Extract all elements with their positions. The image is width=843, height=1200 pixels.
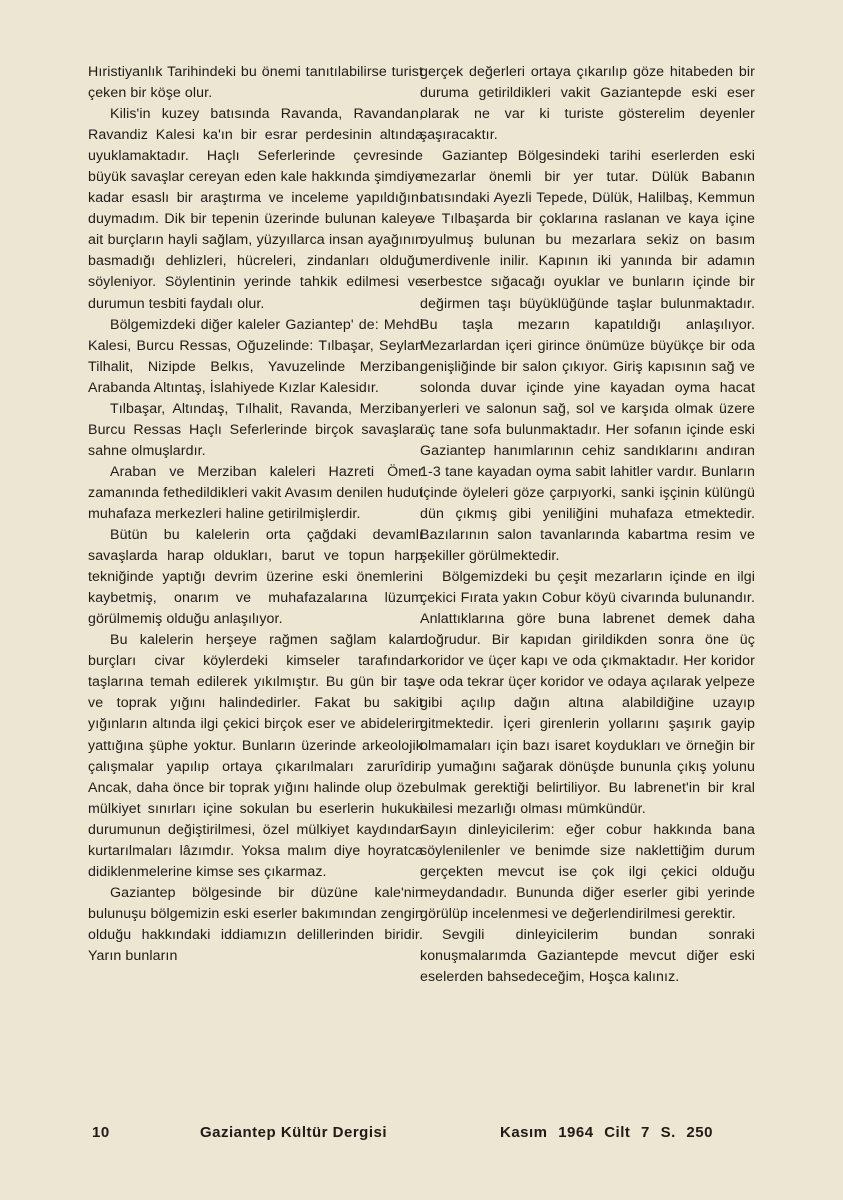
paragraph: Hıristiyanlık Tarihindeki bu önemi tanıtılabilirse turist çeken bir köşe olur. <box>88 64 423 102</box>
journal-title: Gaziantep Kültür Dergisi <box>200 1124 388 1141</box>
left-column <box>88 62 423 967</box>
paragraph: Sayın dinleyicilerim: eğer cobur hakkında bana söylenilenler ve benimde size naklettiğim durum gerçekten mevcut ise çok ilgi çekici olduğu meydandadır. Bununda diğer eserler gibi yerinde görülüp incelenmesi ve değerlendirilmesi gerektir. <box>420 821 755 922</box>
page-number: 10 <box>92 1124 110 1141</box>
paragraph: Gaziantep Bölgesindeki tarihi eserlerden eski mezarlar önemli bir yer tutar. Dülük Babanın batısındaki Ayezli Tepede, Dülük, Halilbaş, Kemmun ve Tılbaşarda bir çoklarına raslanan ve kaya içine oyulmuş bulunan bu mezarlara sekiz on basım merdivenle inilir. Kapının iki yanında bir adamın serbestce sığacağı oyuklar ve bunların içinde bir değirmen taşı büyüklüğünde taşlar bulunmaktadır. Bu taşla mezarın kapatıldığı anlaşılıyor. Mezarlardan içeri girince önümüze büyükçe bir oda genişliğinde bir salon çıkıyor. Giriş kapısının sağ ve solonda duvar içinde yine kayadan oyma hacat yerleri ve salonun sağ, sol ve karşıda olmak üzere üç tane sofa bulunmaktadır. Her sofanın içinde eski Gaziantep hanımlarının cehiz sandıklarını andıran 1-3 tane kayadan oyma sabit lahitler vardır. Bunların içinde öyleleri göze çarpıyorki, sanki işçinin külüngü dün çıkmış gibi yeniliğini muhafaza etmektedir. Bazılarının salon tavanlarında kabartma resim ve şekiller görülmektedir. <box>420 148 755 565</box>
paragraph: Kilis'in kuzey batısında Ravanda, Ravandan, Ravandiz Kalesi ka'ın bir esrar perdesinin altında uyuklamaktadır. Haçlı Seferlerinde çevresinde büyük savaşlar cereyan eden kale hakkında şimdiye kadar esaslı bir araştırma ve inceleme yapıldığını duymadım. Dik bir tepenin üzerinde bulunan kaleye ait burçların hayli sağlam, yüzyıllarca insan ayağının basmadığı dehlizleri, hücreleri, zindanları olduğu söyleniyor. Söylentinin yerinde tahkik edilmesi ve durumun tesbiti faydalı olur. <box>88 106 423 312</box>
paragraph: gerçek değerleri ortaya çıkarılıp göze hitabeden bir duruma getirildikleri vakit Gaziantepde eski eser olarak ne var ki turiste gösterelim deyenler şaşıracaktır. <box>420 64 755 144</box>
paragraph: Bölgemizdeki diğer kaleler Gaziantep' de: Mehdi Kalesi, Burcu Ressas, Oğuzelinde: Tılbaşar, Seylan Tilhalit, Nizipde Belkıs, Yavuzelinde Merziban, Arabanda Altıntaş, İslahiyede Kızlar Kalesidır. <box>88 316 423 396</box>
paragraph: Tılbaşar, Altındaş, Tılhalit, Ravanda, Merziban, Burcu Ressas Haçlı Seferlerinde birçok savaşlara sahne olmuşlardır. <box>88 400 423 459</box>
issue-info: Kasım 1964 Cilt 7 S. 250 <box>500 1124 713 1141</box>
paragraph: Bütün bu kalelerin orta çağdaki devamlı savaşlarda harap oldukları, barut ve topun harp tekniğinde yaptığı devrim üzerine eski önemlerini kaybetmiş, onarım ve muhafazalarına lüzum görülmemiş olduğu anlaşılıyor. <box>88 527 423 628</box>
paragraph: Bu kalelerin herşeye rağmen sağlam kalan burçları civar köylerdeki kimseler tarafından taşlarına temah edilerek yıkılmıştır. Bu gün bir taş ve toprak yığını halindedirler. Fakat bu sakit yığınların altında ilgi çekici birçok eser ve abidelerin yattığına şüphe yoktur. Bunların üzerinde arkeolojik çalışmalar yapılıp ortaya çıkarılmaları zarurîdir. Ancak, daha önce bir toprak yığını halinde olup özel mülkiyet sınırları içine sokulan bu eserlerin hukuki durumunun değiştirilmesi, özel mülkiyet kaydından kurtarılmaları lâzımdır. Yoksa malım diye hoyratca didiklenmelerine kimse ses çıkarmaz. <box>88 632 423 880</box>
paragraph: Araban ve Merziban kaleleri Hazreti Ömer zamanında fethedildikleri vakit Avasım denilen hudut muhafaza merkezleri haline getirilmişlerdir. <box>88 463 423 522</box>
right-column <box>420 62 755 988</box>
paragraph: Bölgemizdeki bu çeşit mezarların içinde en ilgi çekici Fırata yakın Cobur köyü civarında bulunandır. Anlattıklarına göre buna labrenet demek daha doğrudur. Bir kapıdan girildikden sonra öne üç koridor ve üçer kapı ve oda çıkmaktadır. Her koridor ve oda tekrar üçer koridor ve odaya açılarak yelpeze gibi açılıp dağın altına alabildiğine uzayıp gitmektedir. İçeri girenlerin yollarını şaşırık gayip olmamaları için bazı isaret koydukları ve örneğin bir ip yumağını sağarak dönüşde bununla çıkış yolunu bulmak gerektiği belirtiliyor. Bu labrenet'in bir kral ailesi mezarlığı olması mümkündür. <box>420 569 755 817</box>
paragraph: Gaziantep bölgesinde bir düzüne kale'nin bulunuşu bölgemizin eski eserler bakımından zengin olduğu hakkındaki iddiamızın delillerinden biridir. Yarın bunların <box>88 884 423 964</box>
paragraph: Sevgili dinleyicilerim bundan sonraki konuşmalarımda Gaziantepde mevcut diğer eski eselerden bahsedeceğim, Hoşca kalınız. <box>420 926 755 986</box>
